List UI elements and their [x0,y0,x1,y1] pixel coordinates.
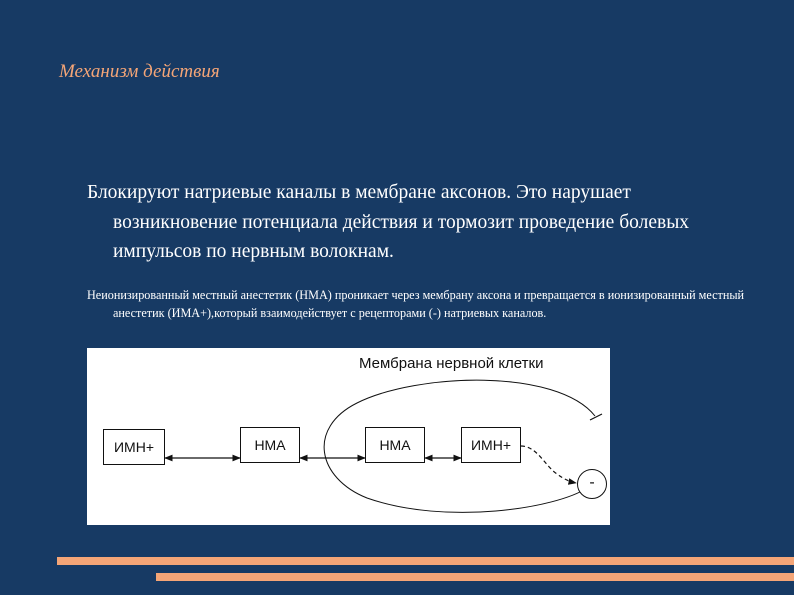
box-nma-right: НМА [365,427,425,463]
dashed-arrow-to-receptor [521,446,576,483]
box-imn-right: ИМН+ [461,427,521,463]
slide-title: Механизм действия [59,61,220,82]
membrane-tick [590,414,602,420]
detail-paragraph: Неионизированный местный анестетик (НМА) проникает через мембрану аксона и превращается в ионизированный местный анестетик (ИМА+),который взаимодействует с рецепторами (-) натриевых каналов. [87,288,745,320]
accent-bar-bottom [156,573,794,581]
box-nma-left: НМА [240,427,300,463]
diagram-lines [87,348,610,525]
box-imn-left: ИМН+ [103,429,165,465]
main-paragraph: Блокируют натриевые каналы в мембране аксонов. Это нарушает возникновение потенциала действия и тормозит проведение болевых импульсов по нервным волокнам. [87,182,690,262]
membrane-label: Мембрана нервной клетки [359,355,544,372]
mechanism-diagram [87,348,610,525]
accent-bar-top [57,557,794,565]
receptor-circle: - [577,469,607,499]
